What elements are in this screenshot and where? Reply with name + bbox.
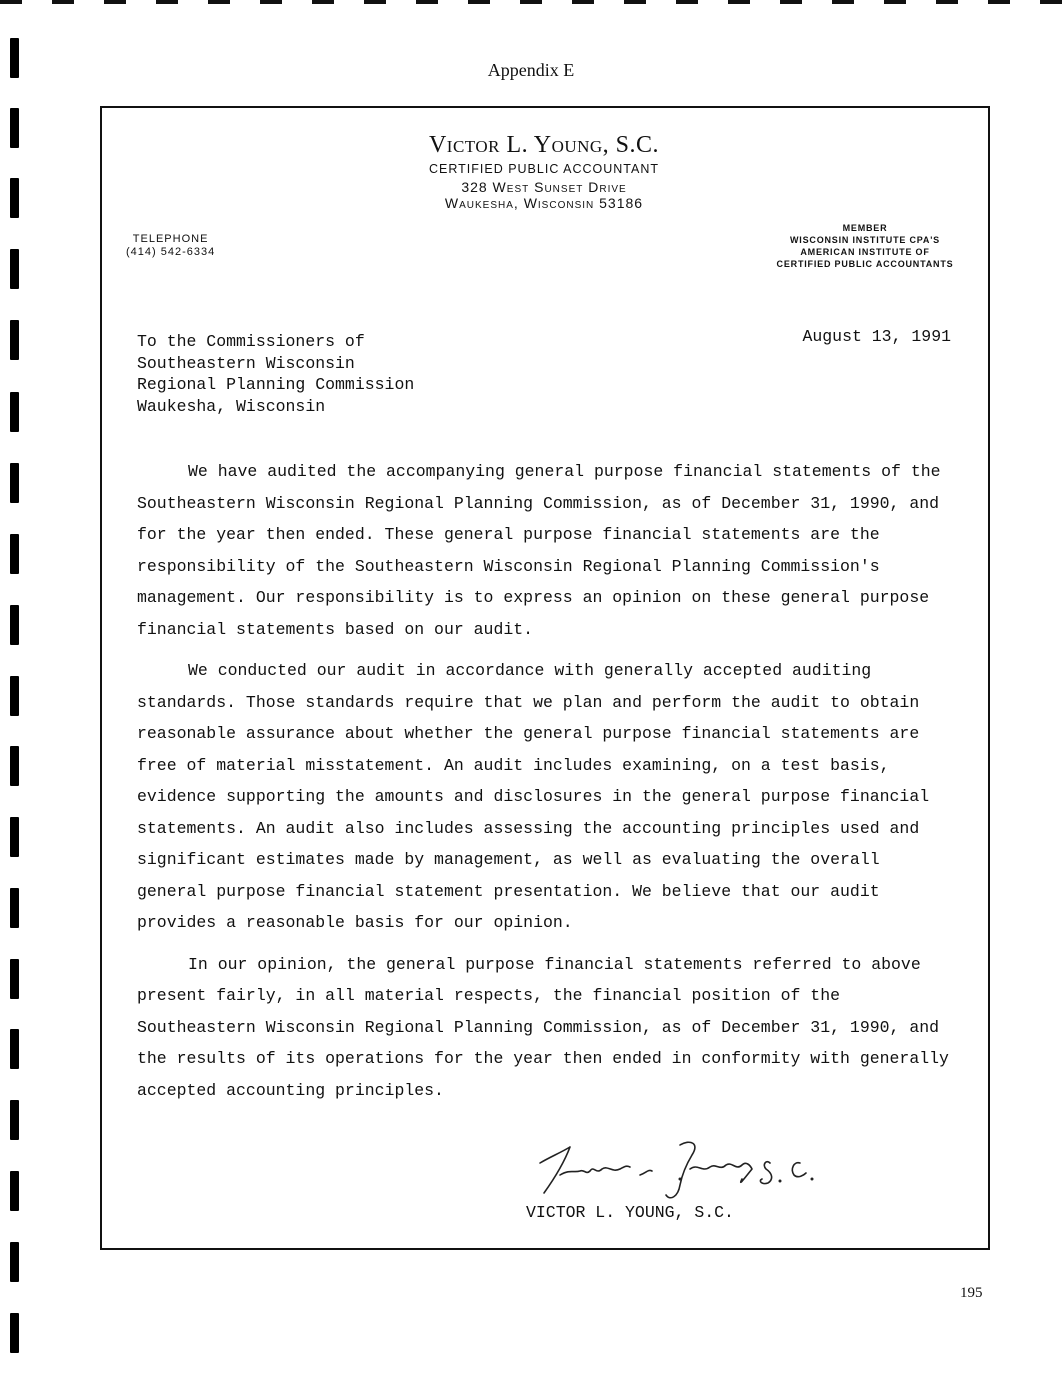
- member-line: WISCONSIN INSTITUTE CPA'S: [790, 235, 940, 245]
- binder-mark: [10, 676, 19, 716]
- member-line: CERTIFIED PUBLIC ACCOUNTANTS: [776, 259, 954, 269]
- binder-mark: [10, 320, 19, 360]
- membership-block: [760, 222, 970, 270]
- addressee-line: Southeastern Wisconsin: [137, 353, 355, 373]
- addressee-block: [137, 331, 414, 417]
- telephone-label: TELEPHONE: [132, 233, 209, 245]
- binder-mark: [10, 392, 19, 432]
- letterhead-name: Victor L. Young, S.C.: [428, 132, 660, 158]
- appendix-heading: Appendix E: [487, 60, 575, 80]
- binder-mark: [10, 817, 19, 857]
- binder-mark: [10, 1171, 19, 1211]
- body-paragraph: We have audited the accompanying general purpose financial statements of the Southeastern Wisconsin Regional Planning Commission, as of December 31, 1990, and for the year then ended. These general purpose financial statements are the responsibility of the Southeastern Wisconsin Regional Planning Commission's management. Our responsibility is to express an opinion on these general purpose financial statements based on our audit.: [137, 462, 941, 639]
- letter-date: August 13, 1991: [802, 327, 951, 346]
- letterhead-city: Waukesha, Wisconsin 53186: [444, 195, 644, 211]
- addressee-line: Waukesha, Wisconsin: [137, 396, 326, 416]
- member-line: AMERICAN INSTITUTE OF: [800, 247, 930, 257]
- binder-mark: [10, 1313, 19, 1353]
- binder-mark: [10, 534, 19, 574]
- binder-mark: [10, 746, 19, 786]
- addressee-line: Regional Planning Commission: [137, 375, 415, 394]
- binder-mark: [10, 888, 19, 928]
- member-label: MEMBER: [842, 223, 888, 233]
- handwritten-signature: [530, 1135, 830, 1205]
- binder-mark: [10, 249, 19, 289]
- binder-mark: [10, 1029, 19, 1069]
- binder-mark: [10, 463, 19, 503]
- body-paragraph: We conducted our audit in accordance with generally accepted auditing standards. Those standards require that we plan and perform the audit to obtain reasonable assurance about whether the general purpose financial statements are free of material misstatement. An audit includes examining, on a test basis, evidence supporting the amounts and disclosures in the general purpose financial statements. An audit also includes assessing the accounting principles used and significant estimates made by management, as well as evaluating the overall general purpose financial statement presentation. We believe that our audit provides a reasonable basis for our opinion.: [137, 661, 930, 932]
- letterhead-street: 328 West Sunset Drive: [461, 179, 627, 195]
- telephone-number: (414) 542-6334: [126, 246, 216, 258]
- signatory-name: VICTOR L. YOUNG, S.C.: [526, 1203, 734, 1222]
- binder-mark: [10, 1242, 19, 1282]
- telephone-block: [126, 233, 215, 259]
- top-dashed-edge: [0, 0, 1062, 4]
- page-number: 195: [960, 1285, 983, 1301]
- addressee-line: To the Commissioners of: [137, 332, 365, 351]
- letter-body: [137, 456, 957, 1116]
- binder-mark: [10, 959, 19, 999]
- binder-mark: [10, 1100, 19, 1140]
- letterhead-title: CERTIFIED PUBLIC ACCOUNTANT: [428, 162, 660, 176]
- binder-mark: [10, 605, 19, 645]
- body-paragraph: In our opinion, the general purpose financial statements referred to above present fairly, in all material respects, the financial position of the Southeastern Wisconsin Regional Planning Commission, as of December 31, 1990, and the results of its operations for the year then ended in conformity with generally accepted accounting principles.: [137, 954, 949, 1100]
